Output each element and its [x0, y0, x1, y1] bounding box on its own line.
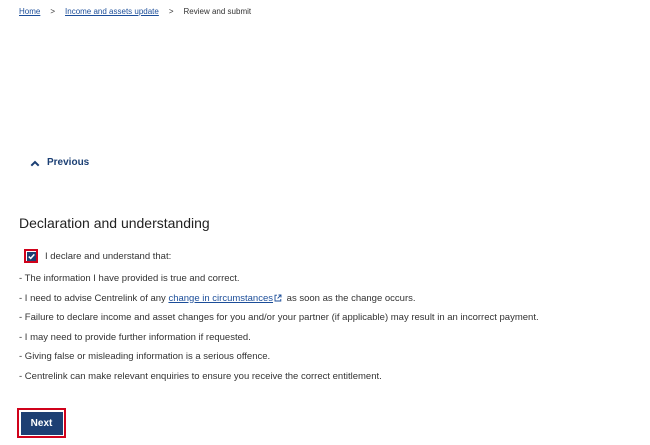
breadcrumb-separator: > — [168, 7, 174, 16]
declaration-item: - Giving false or misleading information is a serious offence. — [19, 351, 271, 362]
external-link-icon — [274, 293, 282, 301]
next-button-highlight — [17, 408, 66, 438]
declaration-item: - Failure to declare income and asset changes for you and/or your partner (if applicable) may result in an incorrect payment. — [19, 312, 539, 323]
declaration-title: Declaration and understanding — [19, 215, 210, 231]
breadcrumb-current: Review and submit — [183, 7, 252, 16]
declaration-checkbox-label: I declare and understand that: — [45, 250, 172, 262]
checkmark-icon — [27, 252, 36, 261]
advise-suffix: as soon as the change occurs. — [284, 292, 416, 304]
chevron-up-icon — [30, 158, 40, 168]
declaration-item: - The information I have provided is true and correct. — [19, 273, 240, 284]
declaration-list — [19, 272, 539, 389]
breadcrumb-income-assets-link[interactable]: Income and assets update — [65, 7, 159, 16]
next-button[interactable]: Next — [21, 412, 63, 435]
breadcrumb — [19, 6, 251, 17]
change-in-circumstances-link[interactable]: change in circumstances — [168, 292, 274, 304]
previous-label: Previous — [47, 157, 90, 168]
breadcrumb-separator: > — [50, 7, 56, 16]
declaration-item-advise — [19, 292, 539, 312]
advise-prefix: - I need to advise Centrelink of any — [19, 292, 169, 304]
declaration-item: - I may need to provide further information if requested. — [19, 331, 251, 343]
declaration-checkbox[interactable] — [24, 249, 38, 263]
declaration-item: - Centrelink can make relevant enquiries to ensure you receive the correct entitlement. — [19, 370, 382, 382]
breadcrumb-home-link[interactable]: Home — [19, 7, 41, 16]
declaration-checkbox-row — [24, 249, 171, 263]
previous-button[interactable] — [30, 157, 89, 168]
